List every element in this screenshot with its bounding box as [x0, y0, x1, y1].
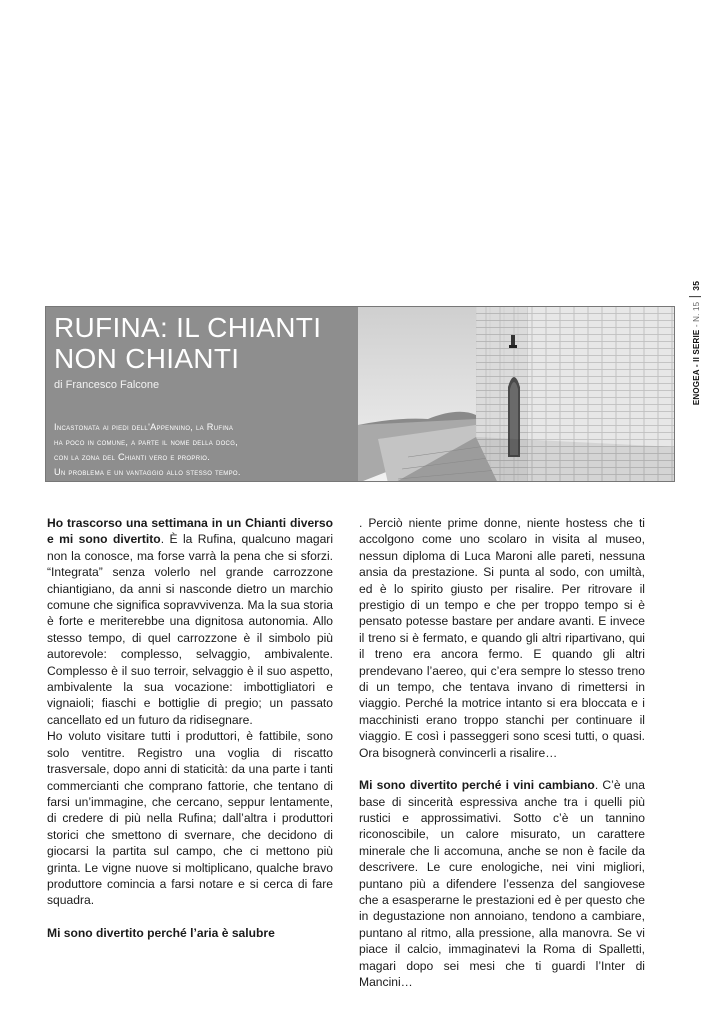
folio-divider: [689, 296, 701, 297]
paragraph: Ho voluto visitare tutti i produttori, è fattibile, sono solo ventitre. Registro una voglia di riscatto trasversale, dopo anni di staticità: da una parte i tanti commercianti che comprano fattorie, che tentano di farsi un’immagine, che cercano, seppur lentamente, di credere di più nella Rufina; dall’altra i produttori storici che smettono di svernare, che decidono di giocarsi la partita sul campo, che ci mettono più grinta. Le vigne nuove si moltiplicano, qualche bravo produttore comincia a farsi notare e si cerca di fare squadra.: [47, 729, 333, 908]
issue-number: - N. 15: [692, 301, 701, 330]
title-line: RUFINA: IL CHIANTI: [54, 312, 322, 343]
article-title: [54, 312, 354, 374]
paragraph: [47, 925, 333, 941]
body-column-right: [359, 515, 645, 990]
page-number: 35: [691, 280, 701, 291]
paragraph: [47, 515, 333, 728]
paragraph-lead: Mi sono divertito perché i vini cambiano: [359, 778, 595, 793]
magazine-name: ENOGEA - II SERIE: [692, 329, 701, 406]
byline: di Francesco Falcone: [54, 379, 160, 391]
summary-line: Incastonata ai piedi dell'Appennino, la Rufina: [54, 422, 234, 432]
title-line: NON CHIANTI: [54, 343, 240, 374]
paragraph-continuation: . Perciò niente prime donne, niente hostess che ti accolgono come uno scolaro in visita al museo, nessun diploma di Luca Maroni alle pareti, nessuna ansia da prestazione. Si punta al sodo, con umiltà, ed è lo spirito giusto per risalire. Per ritrovare il prestigio di un tempo e che per troppo tempo si è pensato potesse bastare per andare avanti. E invece il treno si è fermato, e quando gli altri ripartivano, qui il treno era ancora fermo. E quando gli altri prendevano l’aereo, qui c’era sempre lo stesso treno di un tempo, che tentava invano di rimettersi in viaggio. Perché la motrice intanto si era bloccata e i macchinisti erano troppo stanchi per continuare il viaggio. E così i passeggeri sono scesi tutti, o quasi. Ora bisognerà convincerli a risalire…: [359, 516, 645, 760]
folio-strip: [688, 280, 702, 406]
paragraph-text: . È la Rufina, qualcuno magari non la conosce, ma forse varrà la pena che si sforzi. “Integrata” senza volerlo nel grande carrozzone chiantigiano, da anni si nasconde dietro un marchio comune che significa sopravvivenza. Ma la sua storia è forte e meriterebbe una dignitosa autonomia. Allo stesso tempo, di quel carrozzone è il simbolo più autorevole: complesso, selvaggio, ambivalente. Complesso è il suo terroir, selvaggio è il suo aspetto, ambivalente la sua vocazione: imbottigliatori e vignaioli; fiaschi e bottiglie di pregio; un passato cancellato ed un futuro da ridisegnare.: [47, 532, 334, 727]
article-summary: [54, 420, 354, 480]
body-column-left: [47, 515, 333, 941]
summary-line: ha poco in comune, a parte il nome della docg,: [54, 437, 239, 447]
paragraph-text: . C’è una base di sincerità espressiva anche tra i quelli più rustici e approssimativi. Sotto c’è un tannino riconoscibile, un calore misurato, un carattere minerale che li accomuna, anche se non è facile da descrivere. Le cure enologiche, nei vini migliori, puntano più a difendere l’essenza del sangiovese che a esasperarne le prestazioni ed è per questo che in degustazione non annoiano, tendono a cambiare, puntano al ritmo, alla pressione, alla manovra. Se vi piace il calcio, immaginatevi la Roma di Spalletti, magari dopo sei mesi che ti guardi l’Inter di Mancini…: [359, 778, 646, 989]
paragraph-lead: Mi sono divertito perché l’aria è salubre: [47, 925, 275, 940]
article-header: [45, 306, 675, 482]
header-photo: [358, 307, 675, 482]
paragraph-lead: Ho trascorso una settimana in un Chianti diverso e mi sono divertito: [47, 516, 333, 547]
summary-line: Un problema e un vantaggio allo stesso tempo.: [54, 467, 241, 477]
folio-text: [689, 281, 701, 405]
summary-line: con la zona del Chianti vero e proprio.: [54, 452, 211, 462]
paragraph: [359, 777, 645, 990]
